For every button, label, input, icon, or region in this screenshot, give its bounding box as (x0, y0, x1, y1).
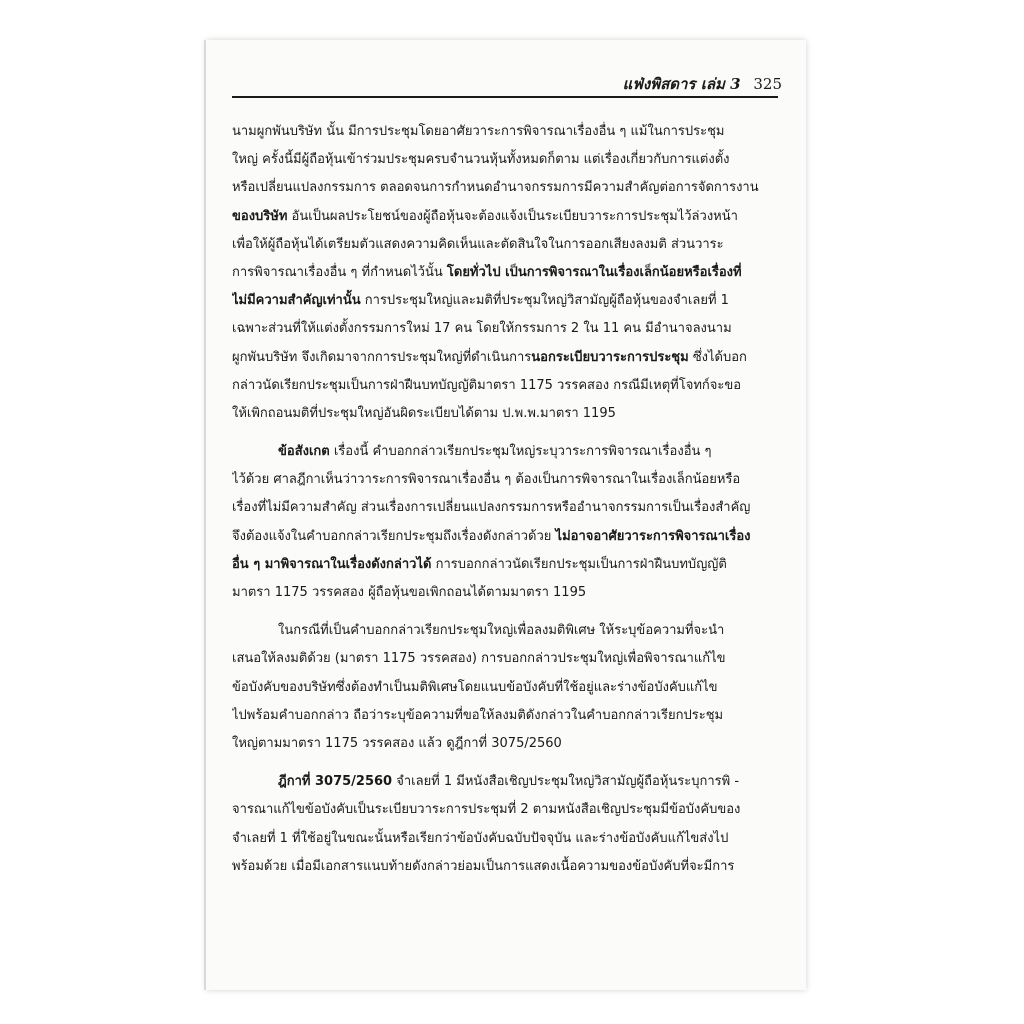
bold-run: ฎีกาที่ 3075/2560 (278, 774, 393, 790)
text-line (232, 146, 778, 174)
header-rule (232, 96, 778, 98)
text-line (232, 617, 778, 645)
paragraph-gap (232, 428, 778, 438)
text-line (232, 438, 778, 466)
bold-run: โดยทั่วไป เป็นการพิจารณาในเรื่องเล็กน้อยหรือเรื่องที่ (446, 264, 742, 280)
text-line (232, 400, 778, 428)
book-title: แฟ่งพิสดาร เล่ม 3 (622, 75, 741, 93)
text-run: เสนอให้ลงมติด้วย (มาตรา 1175 วรรคสอง) การบอกกล่าวประชุมใหญ่เพื่อพิจารณาแก้ไข (232, 651, 726, 667)
text-line (232, 523, 778, 551)
paragraph-gap (232, 607, 778, 617)
bold-run: อื่น ๆ มาพิจารณาในเรื่องดังกล่าวได้ (232, 556, 432, 572)
text-line (232, 768, 778, 796)
text-line (232, 315, 778, 343)
bold-run: ไม่มีความสำคัญเท่านั้น (232, 293, 361, 309)
text-line (232, 494, 778, 522)
page-body (232, 118, 778, 881)
page-edge (204, 40, 206, 990)
text-line (232, 796, 778, 824)
text-run: เรื่องนี้ คำบอกกล่าวเรียกประชุมใหญ่ระบุวาระการพิจารณาเรื่องอื่น ๆ (329, 444, 712, 460)
text-line (232, 466, 778, 494)
text-run: ใหญ่ตามมาตรา 1175 วรรคสอง แล้ว ดูฎีกาที่ 3075/2560 (232, 735, 562, 751)
text-line (232, 645, 778, 673)
text-run: การพิจารณาเรื่องอื่น ๆ ที่กำหนดไว้นั้น (232, 264, 447, 280)
text-run: กล่าวนัดเรียกประชุมเป็นการฝ่าฝืนบทบัญญัติมาตรา 1175 วรรคสอง กรณีมีเหตุที่โจทก์จะขอ (232, 377, 742, 393)
paragraph (232, 768, 778, 881)
bold-run: ของบริษัท (232, 208, 288, 224)
text-run: การประชุมใหญ่และมติที่ประชุมใหญ่วิสามัญผู้ถือหุ้นของจำเลยที่ 1 (360, 293, 729, 309)
text-line (232, 118, 778, 146)
text-line (232, 372, 778, 400)
text-run: ข้อบังคับของบริษัทซึ่งต้องทำเป็นมติพิเศษโดยแนบข้อบังคับที่ใช้อยู่และร่างข้อบังคับแก้ไข (232, 679, 718, 695)
bold-run: นอกระเบียบวาระการประชุม (531, 349, 689, 365)
text-line (232, 203, 778, 231)
text-run: การบอกกล่าวนัดเรียกประชุมเป็นการฝ่าฝืนบทบัญญัติ (431, 556, 727, 572)
text-run: เพื่อให้ผู้ถือหุ้นได้เตรียมตัวแสดงความคิดเห็นและตัดสินใจในการออกเสียงลงมติ ส่วนวาระ (232, 236, 724, 252)
text-run: จำเลยที่ 1 ที่ใช้อยู่ในขณะนั้นหรือเรียกว่าข้อบังคับฉบับปัจจุบัน และร่างข้อบังคับแก้ไขส่งไป (232, 830, 729, 846)
paragraph (232, 617, 778, 758)
bold-run: ไม่อาจอาศัยวาระการพิจารณาเรื่อง (555, 528, 751, 544)
text-run: พร้อมด้วย เมื่อมีเอกสารแนบท้ายดังกล่าวย่อมเป็นการแสดงเนื้อความของข้อบังคับที่จะมีการ (232, 858, 735, 874)
text-line (232, 344, 778, 372)
text-line (232, 259, 778, 287)
text-line (232, 287, 778, 315)
text-run: ใหญ่ ครั้งนี้มีผู้ถือหุ้นเข้าร่วมประชุมครบจำนวนหุ้นทั้งหมดก็ตาม แต่เรื่องเกี่ยวกับการแต่งตั้ง (232, 152, 730, 168)
text-run: ผูกพันบริษัท จึงเกิดมาจากการประชุมใหญ่ที่ดำเนินการ (232, 349, 532, 365)
text-run: เรื่องที่ไม่มีความสำคัญ ส่วนเรื่องการเปลี่ยนแปลงกรรมการหรืออำนาจกรรมการเป็นเรื่องสำคัญ (232, 500, 751, 516)
text-line (232, 702, 778, 730)
text-line (232, 825, 778, 853)
text-run: ให้เพิกถอนมติที่ประชุมใหญ่อันผิดระเบียบได้ตาม ป.พ.พ.มาตรา 1195 (232, 405, 616, 421)
text-run: ซึ่งได้บอก (688, 349, 747, 365)
text-line (232, 730, 778, 758)
bold-run: ข้อสังเกต (278, 444, 330, 460)
text-line (232, 174, 778, 202)
text-run: เฉพาะส่วนที่ให้แต่งตั้งกรรมการใหม่ 17 คน โดยให้กรรมการ 2 ใน 11 คน มีอำนาจลงนาม (232, 321, 732, 337)
text-line (232, 551, 778, 579)
text-run: ไปพร้อมคำบอกกล่าว ถือว่าระบุข้อความที่ขอให้ลงมติดังกล่าวในคำบอกกล่าวเรียกประชุม (232, 707, 724, 723)
paragraph (232, 118, 778, 428)
text-line (232, 853, 778, 881)
text-run: ในกรณีที่เป็นคำบอกกล่าวเรียกประชุมใหญ่เพื่อลงมติพิเศษ ให้ระบุข้อความที่จะนำ (278, 623, 725, 639)
text-line (232, 231, 778, 259)
text-run: มาตรา 1175 วรรคสอง ผู้ถือหุ้นขอเพิกถอนได้ตามมาตรา 1195 (232, 585, 587, 600)
text-run: จำเลยที่ 1 มีหนังสือเชิญประชุมใหญ่วิสามัญผู้ถือหุ้นระบุการพิ - (392, 774, 740, 790)
page-number: 325 (753, 75, 782, 93)
text-run: ไว้ด้วย ศาลฎีกาเห็นว่าวาระการพิจารณาเรื่องอื่น ๆ ต้องเป็นการพิจารณาในเรื่องเล็กน้อยหรือ (232, 472, 741, 488)
running-header (623, 72, 782, 96)
text-run: หรือเปลี่ยนแปลงกรรมการ ตลอดจนการกำหนดอำนาจกรรมการมีความสำคัญต่อการจัดการงาน (232, 180, 759, 196)
text-run: นามผูกพันบริษัท นั้น มีการประชุมโดยอาศัยวาระการพิจารณาเรื่องอื่น ๆ แม้ในการประชุม (232, 124, 725, 139)
paragraph (232, 438, 778, 607)
text-line (232, 674, 778, 702)
text-line (232, 579, 778, 607)
text-run: อันเป็นผลประโยชน์ของผู้ถือหุ้นจะต้องแจ้งเป็นระเบียบวาระการประชุมไว้ล่วงหน้า (287, 208, 738, 224)
text-run: จารณาแก้ไขข้อบังคับเป็นระเบียบวาระการประชุมที่ 2 ตามหนังสือเชิญประชุมมีข้อบังคับของ (232, 802, 741, 818)
text-run: จึงต้องแจ้งในคำบอกกล่าวเรียกประชุมถึงเรื่องดังกล่าวด้วย (232, 528, 556, 544)
paragraph-gap (232, 758, 778, 768)
